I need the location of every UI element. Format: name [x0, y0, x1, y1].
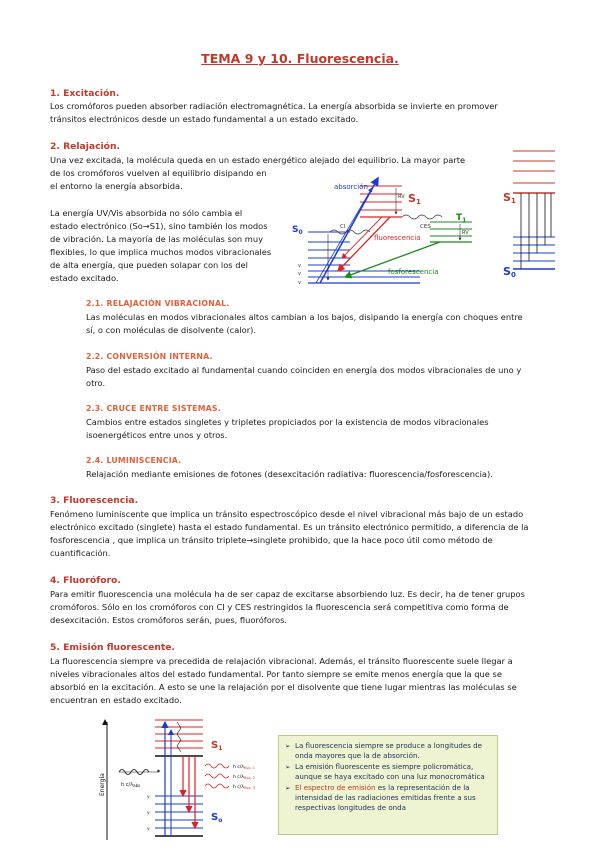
- section-4-heading: 4. Fluoróforo.: [50, 575, 121, 586]
- section-2-line-5: estado electrónico (So→S1), sino también los modos: [50, 221, 268, 231]
- em-s1-sub: 1: [218, 745, 223, 752]
- svg-text:So: [211, 812, 222, 824]
- section-1-line-2: tránsitos electrónicos desde un estado fundamental a un estado excitado.: [50, 114, 359, 124]
- ci-label: CI: [340, 224, 346, 230]
- hv-em2-label: h c/λ: [233, 775, 244, 780]
- note-bullet-1: ➢ La fluorescencia siempre se produce a longitudes de onda mayores que la de absorción.: [285, 741, 491, 761]
- section-2-heading: 2. Relajación.: [50, 141, 121, 152]
- em-s0-sub: o: [218, 817, 223, 824]
- section-5-line-1: La fluorescencia siempre va precedida de relajación vibracional. Además, el tránsito fluorescente suele llegar a: [50, 656, 513, 666]
- svg-text:T1: [456, 213, 466, 224]
- t1-label-sub: 1: [462, 217, 467, 224]
- t1-label: T: [456, 213, 463, 223]
- energy-s1-sub: 1: [510, 197, 516, 205]
- v-label-3: v: [298, 280, 301, 286]
- v-label-1: v: [298, 263, 301, 269]
- svg-text:h c/λfluo, 3: [233, 784, 255, 790]
- energy-s1-label: S: [503, 191, 511, 204]
- section-2-line-3: el entorno la energía absorbida.: [50, 181, 183, 191]
- section-5-line-2: niveles vibracionales altos del estado fundamental. Por tanto siempre se emite menos energía que la que se: [50, 669, 502, 679]
- s1-label: S: [408, 192, 416, 205]
- section-5-heading: 5. Emisión fluorescente.: [50, 642, 175, 653]
- section-2-1-line-1: Las moléculas en modos vibracionales altos cambian a los bajos, disipando la energía con choques entre: [86, 312, 523, 322]
- fluorescencia-label: fluorescencia: [374, 234, 421, 242]
- rv-label-1: RV: [398, 194, 405, 200]
- s0-label-sub: 0: [298, 229, 303, 236]
- v-label-2: v: [298, 271, 301, 277]
- hv-em2-sub: fluo, 2: [243, 776, 255, 780]
- svg-text:h c/λabs: [121, 782, 140, 788]
- section-2-3-line-2: isoenergéticos entre unos y otros.: [86, 430, 228, 440]
- section-3-line-3: fosforescencia , que implica un tránsito triplete→singlete prohibido, que la hace poco útil como método de: [50, 535, 493, 545]
- section-2-2-line-1: Paso del estado excitado al fundamental cuando coinciden en energía dos modos vibracionales de uno y: [86, 365, 522, 375]
- section-2-line-1: Una vez excitada, la molécula queda en un estado energético alejado del equilibrio. La mayor parte: [50, 155, 466, 165]
- svg-text:h c/λfluo, 1: [233, 764, 255, 770]
- section-2-4-heading: 2.4. LUMINISCENCIA.: [86, 456, 182, 465]
- section-2-3-heading: 2.3. CRUCE ENTRE SISTEMAS.: [86, 404, 221, 413]
- section-4-line-3: desexcitación. Estos cromóforos serán, pues, fluoróforos.: [50, 615, 288, 625]
- energia-label: Energía: [99, 773, 106, 796]
- note-bullet-2: ➢ La emisión fluorescente es siempre policromática, aunque se haya excitado con una luz monocromática: [285, 762, 491, 782]
- em-v-2: v: [147, 811, 150, 816]
- section-4-line-1: Para emitir fluorescencia una molécula ha de ser capaz de excitarse absorbiendo luz. Es decir, ha de tener grupos: [50, 589, 525, 599]
- section-5-line-4: encuentran en estado excitado.: [50, 695, 182, 705]
- svg-text:S0: [503, 265, 516, 279]
- jablonski-diagram: [290, 170, 500, 290]
- em-s1-label: S: [211, 740, 219, 751]
- note-bullet-3-highlight: El espectro de emisión: [295, 783, 376, 792]
- absorcion-label: absorción: [334, 183, 368, 191]
- svg-text:S1: [211, 740, 222, 752]
- note-bullet-3-text: es la representación de la intensidad de las radiaciones emitidas frente a sus respectivas longitudes de onda: [295, 783, 476, 812]
- energy-s0-sub: 0: [510, 271, 516, 279]
- hv-em3-sub: fluo, 3: [243, 786, 255, 790]
- emission-diagram: [95, 712, 275, 846]
- section-2-line-9: estado excitado.: [50, 273, 119, 283]
- section-1-line-1: Los cromóforos pueden absorber radiación electromagnética. La energía absorbida se invierte en promover: [50, 101, 498, 111]
- section-2-line-2: de los cromóforos vuelven al equilibrio disipando en: [50, 168, 267, 178]
- section-3-line-1: Fenómeno luminiscente que implica un tránsito espectroscópico desde el nivel vibracional más bajo de un estado: [50, 509, 524, 519]
- hv-em3-label: h c/λ: [233, 785, 244, 790]
- svg-text:S1: [408, 192, 421, 206]
- energy-levels-diagram: [503, 145, 563, 280]
- page-title: TEMA 9 y 10. Fluorescencia.: [201, 51, 399, 66]
- rv-label-2: RV: [462, 230, 469, 236]
- section-2-3-line-1: Cambios entre estados singletes y tripletes propiciados por la existencia de modos vibracionales: [86, 417, 489, 427]
- intersystem-crossing-wave: [402, 215, 442, 219]
- section-5-line-3: absorbió en la excitación. A esto se une la relajación por el disolvente que tiene lugar mientras las moléculas se: [50, 682, 517, 692]
- em-v-1: v: [147, 795, 150, 800]
- em-s0-label: S: [211, 812, 219, 823]
- hv-em1-sub: fluo, 1: [243, 766, 255, 770]
- section-2-2-heading: 2.2. CONVERSIÓN INTERNA.: [86, 352, 213, 361]
- hv-abs-label: h c/λ: [121, 782, 134, 788]
- emission-notes-box: [278, 735, 498, 835]
- section-2-line-6: de vibración. La mayoría de las moléculas son muy: [50, 234, 264, 244]
- fosforescencia-label: fosforescencia: [388, 268, 439, 276]
- section-2-1-heading: 2.1. RELAJACIÓN VIBRACIONAL.: [86, 299, 230, 308]
- s1-label-sub: 1: [415, 198, 421, 206]
- section-3-line-2: electrónico excitado (singlete) hasta el estado fundamental. Es un tránsito electrónico permitido, a diferencia de la: [50, 522, 529, 532]
- section-2-line-8: de alta energía, que pueden solapar con los del: [50, 260, 248, 270]
- svg-text:S0: [292, 225, 303, 236]
- hv-abs-sub: abs: [133, 783, 141, 788]
- section-2-2-line-2: otro.: [86, 378, 106, 388]
- section-3-heading: 3. Fluorescencia.: [50, 495, 139, 506]
- section-4-line-2: cromóforos. Sólo en los cromóforos con CI y CES restringidos la fluorescencia será competitiva como forma de: [50, 602, 509, 612]
- ces-label: CES: [420, 224, 431, 230]
- section-3-line-4: cuantificación.: [50, 548, 111, 558]
- section-2-4-line-1: Relajación mediante emisiones de fotones (desexcitación radiativa: fluorescencia/fosforescencia).: [86, 469, 493, 479]
- svg-text:h c/λfluo, 2: [233, 774, 255, 780]
- section-1-heading: 1. Excitación.: [50, 88, 120, 99]
- energy-s0-label: S: [503, 265, 511, 278]
- hv-em1-label: h c/λ: [233, 765, 244, 770]
- s0-label: S: [292, 225, 299, 235]
- section-2-1-line-2: sí, o con moléculas de disolvente (calor).: [86, 325, 256, 335]
- note-bullet-3: [285, 783, 491, 813]
- section-2-line-4: La energía UV/Vis absorbida no sólo cambia el: [50, 208, 243, 218]
- em-v-3: v: [147, 827, 150, 832]
- section-2-line-7: flexibles, lo que implica muchos modos vibracionales: [50, 247, 272, 257]
